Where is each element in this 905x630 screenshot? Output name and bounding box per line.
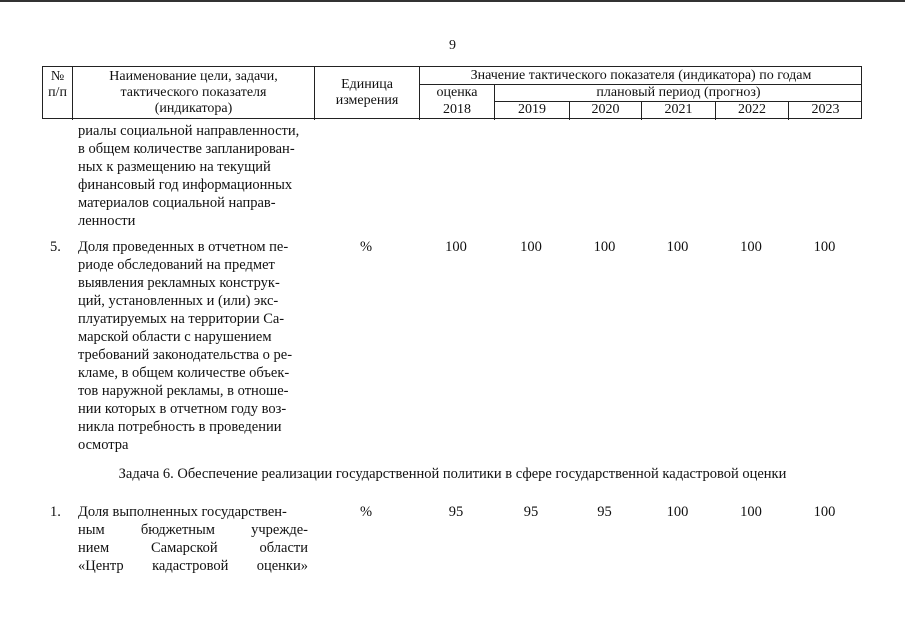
header-unit-line1: Единица [341, 77, 393, 92]
text-line: Доля выполненных государствен- [78, 504, 287, 520]
header-name-line1: Наименование цели, задачи, [109, 69, 278, 84]
page-number: 9 [449, 38, 456, 53]
text-line: ленности [78, 213, 136, 229]
header-num-line2: п/п [48, 85, 67, 100]
text-line: нии которых в отчетном году воз- [78, 401, 287, 417]
row5-value-2019: 100 [520, 239, 542, 255]
header-num-line1: № [50, 69, 65, 84]
text-line: кламе, в общем количестве объек- [78, 365, 290, 381]
text-line: нием Самарской области [78, 540, 308, 556]
text-line: риалы социальной направленности, [78, 123, 300, 139]
row5-name [78, 238, 308, 454]
text-line: «Центр кадастровой оценки» [78, 558, 308, 574]
row1-value-2023: 100 [813, 504, 836, 520]
text-line: марской области с нарушением [78, 329, 272, 345]
row1-name [78, 503, 308, 575]
row5-value-2021: 100 [666, 239, 689, 255]
text-line: ций, установленных и (или) экс- [78, 293, 279, 309]
row1-value-2022: 100 [740, 504, 762, 520]
row5-value-2020: 100 [593, 239, 616, 255]
header-plan-period: плановый период (прогноз) [596, 85, 761, 100]
row1-value-2020: 95 [597, 504, 612, 520]
text-line: ных к размещению на текущий [78, 159, 271, 175]
header-value-title: Значение тактического показателя (индикатора) по годам [470, 68, 812, 83]
header-year-2018: 2018 [443, 102, 471, 117]
header-year-2023: 2023 [811, 102, 840, 117]
page-top-border [0, 0, 905, 2]
text-line: осмотра [78, 437, 129, 453]
text-line: финансовый год информационных [78, 177, 293, 193]
header-name-line3: (индикатора) [154, 101, 233, 116]
row1-unit: % [359, 504, 373, 520]
text-line: тов наружной рекламы, в отноше- [78, 383, 289, 399]
row5-number: 5. [50, 239, 61, 255]
row1-number: 1. [50, 504, 61, 520]
continuation-text [78, 122, 308, 230]
header-year-2021: 2021 [664, 102, 693, 117]
header-estimate: оценка [436, 85, 478, 100]
header-year-2020: 2020 [591, 102, 620, 117]
text-line: материалов социальной направ- [78, 195, 276, 211]
header-year-2022: 2022 [738, 102, 766, 117]
row5-value-2023: 100 [813, 239, 836, 255]
row1-value-2021: 100 [666, 504, 689, 520]
header-year-2019: 2019 [518, 102, 546, 117]
text-line: Доля проведенных в отчетном пе- [78, 239, 289, 255]
text-line: риоде обследований на предмет [78, 257, 275, 273]
text-line: ным бюджетным учрежде- [78, 522, 308, 538]
table-header [42, 66, 862, 119]
text-line: плуатируемых на территории Са- [78, 311, 285, 327]
header-unit-line2: измерения [335, 93, 399, 108]
text-line: выявления рекламных конструк- [78, 275, 280, 291]
text-line: в общем количестве запланирован- [78, 141, 295, 157]
header-name-line2: тактического показателя [120, 85, 267, 100]
task6-heading: Задача 6. Обеспечение реализации государственной политики в сфере государственной кадастровой оценки [118, 466, 787, 482]
row5-value-2018: 100 [445, 239, 467, 255]
row1-value-2019: 95 [523, 504, 539, 520]
row5-unit: % [359, 239, 373, 255]
row1-value-2018: 95 [448, 504, 464, 520]
text-line: требований законодательства о ре- [78, 347, 293, 363]
row5-value-2022: 100 [740, 239, 762, 255]
text-line: никла потребность в проведении [78, 419, 282, 435]
